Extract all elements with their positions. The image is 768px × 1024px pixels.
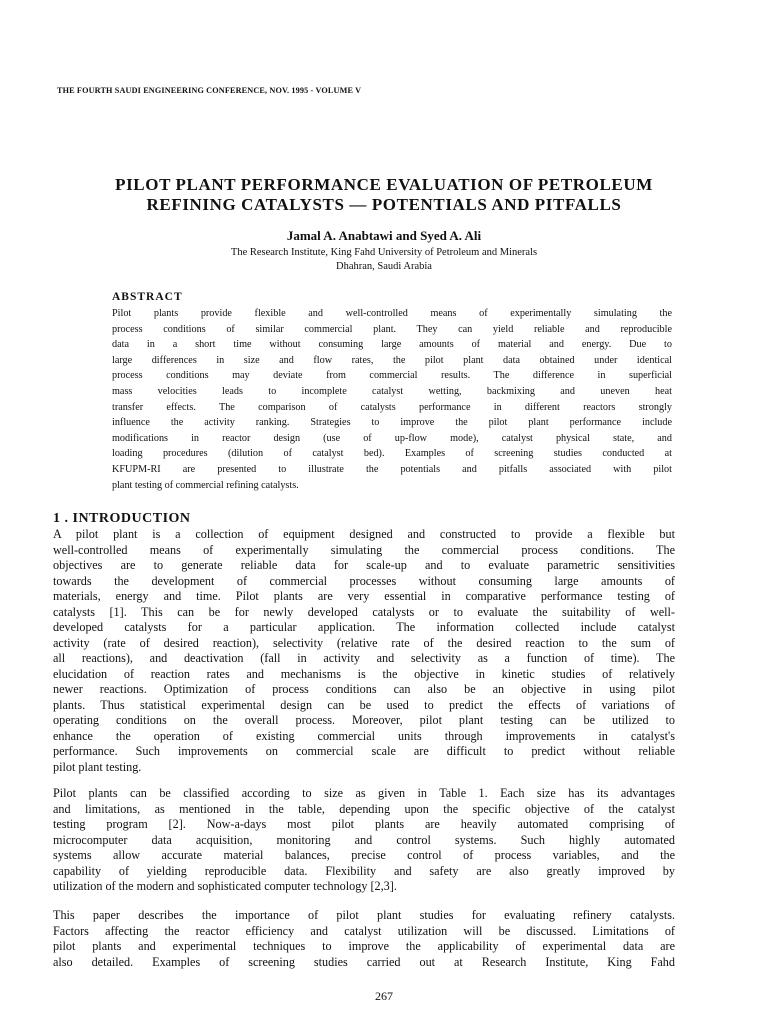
text-line: Factors affecting the reactor efficiency and catalyst utilization will be discussed. Limitations of (53, 923, 675, 938)
text-line: towards the development of commercial processes without consuming large amounts of (53, 573, 675, 588)
running-header: THE FOURTH SAUDI ENGINEERING CONFERENCE, NOV. 1995 - VOLUME V (57, 86, 362, 95)
text-line: pilot plants and experimental techniques to improve the applicability of experimental data are (53, 939, 675, 953)
text-line: developed catalysts for a particular application. The information collected include catalyst (53, 620, 675, 634)
text-line: and limitations, as mentioned in the table, depending upon the specific objective of the catalyst (53, 801, 675, 816)
text-line: all reactions), and deactivation (fall in activity and selectivity as a function of time). The (53, 651, 675, 665)
text-line: microcomputer data acquisition, monitoring and control systems. Such highly automated (53, 832, 675, 847)
abstract-line: process conditions may deviate from commercial results. The difference in superficial (112, 370, 672, 382)
text-line: operating conditions on the overall process. Moreover, pilot plant testing can be utilized to (53, 713, 675, 727)
abstract-heading: ABSTRACT (112, 291, 183, 303)
text-line: elucidation of reaction rates and mechanisms is the objective in kinetic studies of relatively (53, 666, 675, 681)
affiliation (40, 246, 728, 274)
text-line: utilization of the modern and sophisticated computer technology [2,3]. (53, 879, 397, 893)
abstract-line: mass velocities leads to incomplete catalyst wetting, backmixing and uneven heat (112, 385, 672, 397)
text-line: This paper describes the importance of pilot plant studies for evaluating refinery catalysts. (53, 908, 675, 922)
intro-paragraph-2 (53, 786, 675, 895)
author-list: Jamal A. Anabtawi and Syed A. Ali (286, 228, 482, 243)
abstract-line: transfer effects. The comparison of catalysts performance in different reactors strongly (112, 401, 672, 413)
abstract-body (112, 306, 672, 493)
affiliation-line: The Research Institute, King Fahd University of Petroleum and Minerals (230, 247, 538, 258)
page-number: 267 (375, 989, 393, 1003)
abstract-line: influence the activity ranking. Strategies to improve the pilot plant performance include (112, 417, 672, 429)
text-line: newer reactions. Optimization of process conditions can also be an objective in using pilot (53, 682, 675, 696)
abstract-line: Pilot plants provide flexible and well-controlled means of experimentally simulating the (112, 308, 672, 319)
text-line: activity (rate of desired reaction), selectivity (relative rate of the desired reaction to the sum of (53, 635, 675, 650)
text-line: A pilot plant is a collection of equipment designed and constructed to provide a flexible but (53, 527, 675, 541)
abstract-line: modifications in reactor design (use of up-flow mode), catalyst physical state, and (112, 432, 672, 444)
affiliation-line: Dhahran, Saudi Arabia (336, 261, 432, 272)
abstract-line: large differences in size and flow rates, the pilot plant data obtained under identical (112, 354, 672, 366)
abstract-line: process conditions of similar commercial plant. They can yield reliable and reproducible (112, 323, 672, 335)
text-line: well-controlled means of experimentally simulating the commercial process conditions. The (53, 542, 675, 557)
text-line: systems allow accurate material balances, precise control of process variables, and the (53, 848, 675, 862)
text-line: performance. Such improvements on commercial scale are difficult to predict without reliable (53, 744, 675, 758)
paper-title (40, 175, 728, 215)
title-line: REFINING CATALYSTS — POTENTIALS AND PITFALLS (146, 195, 622, 214)
text-line: enhance the operation of existing commercial units through improvements in catalyst's (53, 728, 675, 743)
text-line: objectives are to generate reliable data for scale-up and to evaluate parametric sensitivities (53, 558, 675, 572)
section-heading-introduction: 1 . INTRODUCTION (53, 511, 191, 526)
title-line: PILOT PLANT PERFORMANCE EVALUATION OF PETROLEUM (115, 175, 653, 194)
text-line: also detailed. Examples of screening studies carried out at Research Institute, King Fahd (53, 954, 675, 969)
intro-paragraph-3 (53, 908, 675, 970)
abstract-line: data in a short time without consuming large amounts of material and energy. Due to (112, 339, 672, 351)
text-line: plants. Thus statistical experimental design can be used to predict the effects of variations of (53, 697, 675, 712)
abstract-line: loading procedures (dilution of catalyst bed). Examples of screening studies conducted at (112, 448, 672, 460)
text-line: capability of yielding reproducible data. Flexibility and safety are also greatly improved by (53, 863, 675, 878)
intro-paragraph-1 (53, 527, 675, 775)
text-line: testing program [2]. Now-a-days most pilot plants are heavily automated comprising of (53, 817, 675, 831)
text-line: materials, energy and time. Pilot plants are very essential in comparative performance testing of (53, 589, 675, 603)
text-line: Pilot plants can be classified according to size as given in Table 1. Each size has its advantages (53, 786, 675, 800)
text-line: catalysts [1]. This can be for newly developed catalysts or to evaluate the suitability of well- (53, 604, 675, 619)
abstract-line: plant testing of commercial refining catalysts. (112, 479, 299, 491)
abstract-line: KFUPM-RI are presented to illustrate the potentials and pitfalls associated with pilot (112, 463, 672, 475)
text-line: pilot plant testing. (53, 759, 142, 774)
